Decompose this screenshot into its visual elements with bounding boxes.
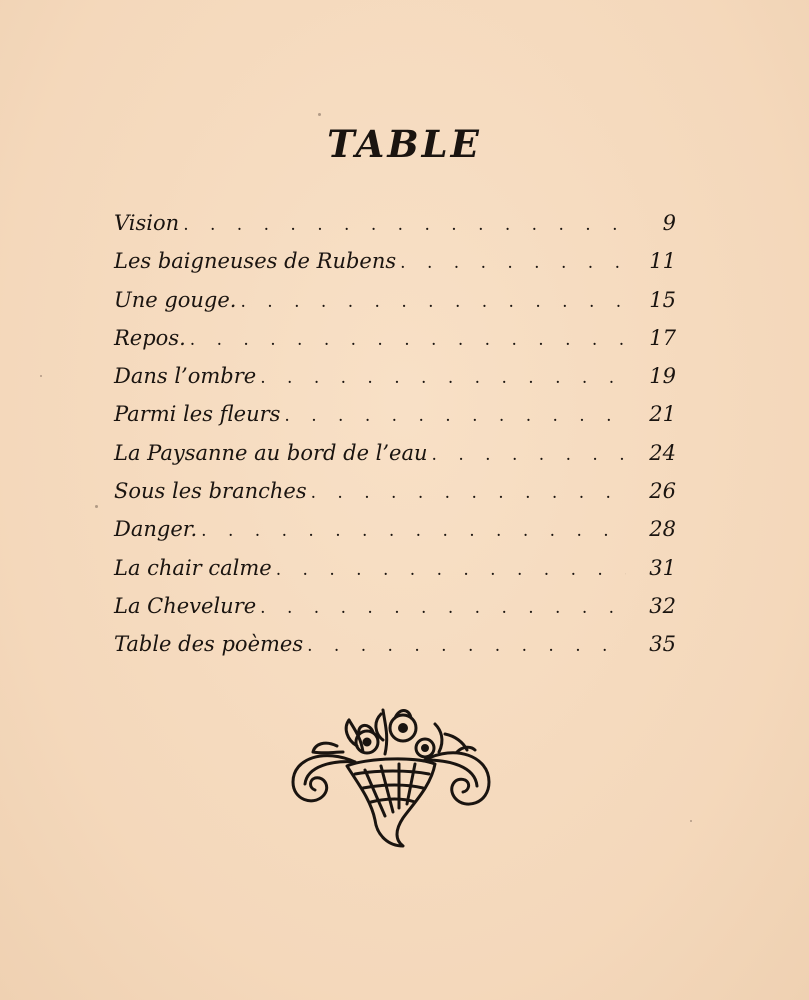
dot-leader <box>400 253 626 273</box>
toc-entry <box>114 517 676 555</box>
toc-entry <box>114 556 676 594</box>
toc-entry-title: Les baigneuses de Rubens <box>114 249 397 274</box>
dot-leader <box>260 598 626 618</box>
dot-leader <box>190 330 626 350</box>
toc-entry <box>114 211 676 249</box>
toc-entry-page: 17 <box>649 325 676 350</box>
toc-entry-page: 35 <box>649 632 676 657</box>
toc-entry-page: 24 <box>649 440 676 465</box>
dot-leader <box>432 445 626 465</box>
toc-entry-title: Vision <box>114 211 180 235</box>
toc-entry <box>114 326 676 364</box>
toc-entry <box>114 249 676 287</box>
dot-leader <box>240 292 626 312</box>
toc-entry-page: 19 <box>649 364 676 389</box>
toc-entry-page: 32 <box>649 593 676 618</box>
toc-entry <box>114 288 676 326</box>
paper-speck <box>40 375 42 377</box>
toc-entry-page: 15 <box>649 287 676 312</box>
dot-leader <box>260 368 626 388</box>
toc-entry-title: Dans l’ombre <box>114 364 257 389</box>
toc-entry-title: Sous les branches <box>114 479 307 504</box>
dot-leader <box>201 521 626 541</box>
toc-entry-title: La Chevelure <box>114 593 257 618</box>
dot-leader <box>183 215 626 235</box>
toc-entry-page: 9 <box>662 211 676 235</box>
dot-leader <box>311 483 626 503</box>
toc-entry-page: 28 <box>649 517 676 542</box>
cornucopia-flowers-icon <box>285 700 495 850</box>
paper-speck <box>690 820 692 822</box>
paper-speck <box>95 505 98 508</box>
table-of-contents <box>114 211 676 671</box>
paper-speck <box>318 113 321 116</box>
toc-entry-page: 21 <box>649 402 676 427</box>
toc-entry-title: Parmi les fleurs <box>114 402 281 427</box>
toc-entry <box>114 364 676 402</box>
toc-entry-title: La chair calme <box>114 555 272 580</box>
toc-entry <box>114 479 676 517</box>
toc-entry-title: La Paysanne au bord de l’eau <box>114 440 428 465</box>
dot-leader <box>307 636 626 656</box>
toc-entry-page: 26 <box>649 479 676 504</box>
toc-entry <box>114 632 676 670</box>
toc-entry <box>114 441 676 479</box>
toc-entry-title: Une gouge. <box>114 287 237 312</box>
page-title: TABLE <box>327 122 482 166</box>
toc-entry-title: Table des poèmes <box>114 632 304 657</box>
toc-entry-page: 31 <box>649 555 676 580</box>
toc-entry-page: 11 <box>649 249 676 274</box>
toc-entry <box>114 594 676 632</box>
toc-entry-title: Danger. <box>114 517 198 542</box>
toc-entry-title: Repos. <box>114 325 186 350</box>
dot-leader <box>284 406 626 426</box>
toc-entry <box>114 402 676 440</box>
dot-leader <box>276 560 626 580</box>
